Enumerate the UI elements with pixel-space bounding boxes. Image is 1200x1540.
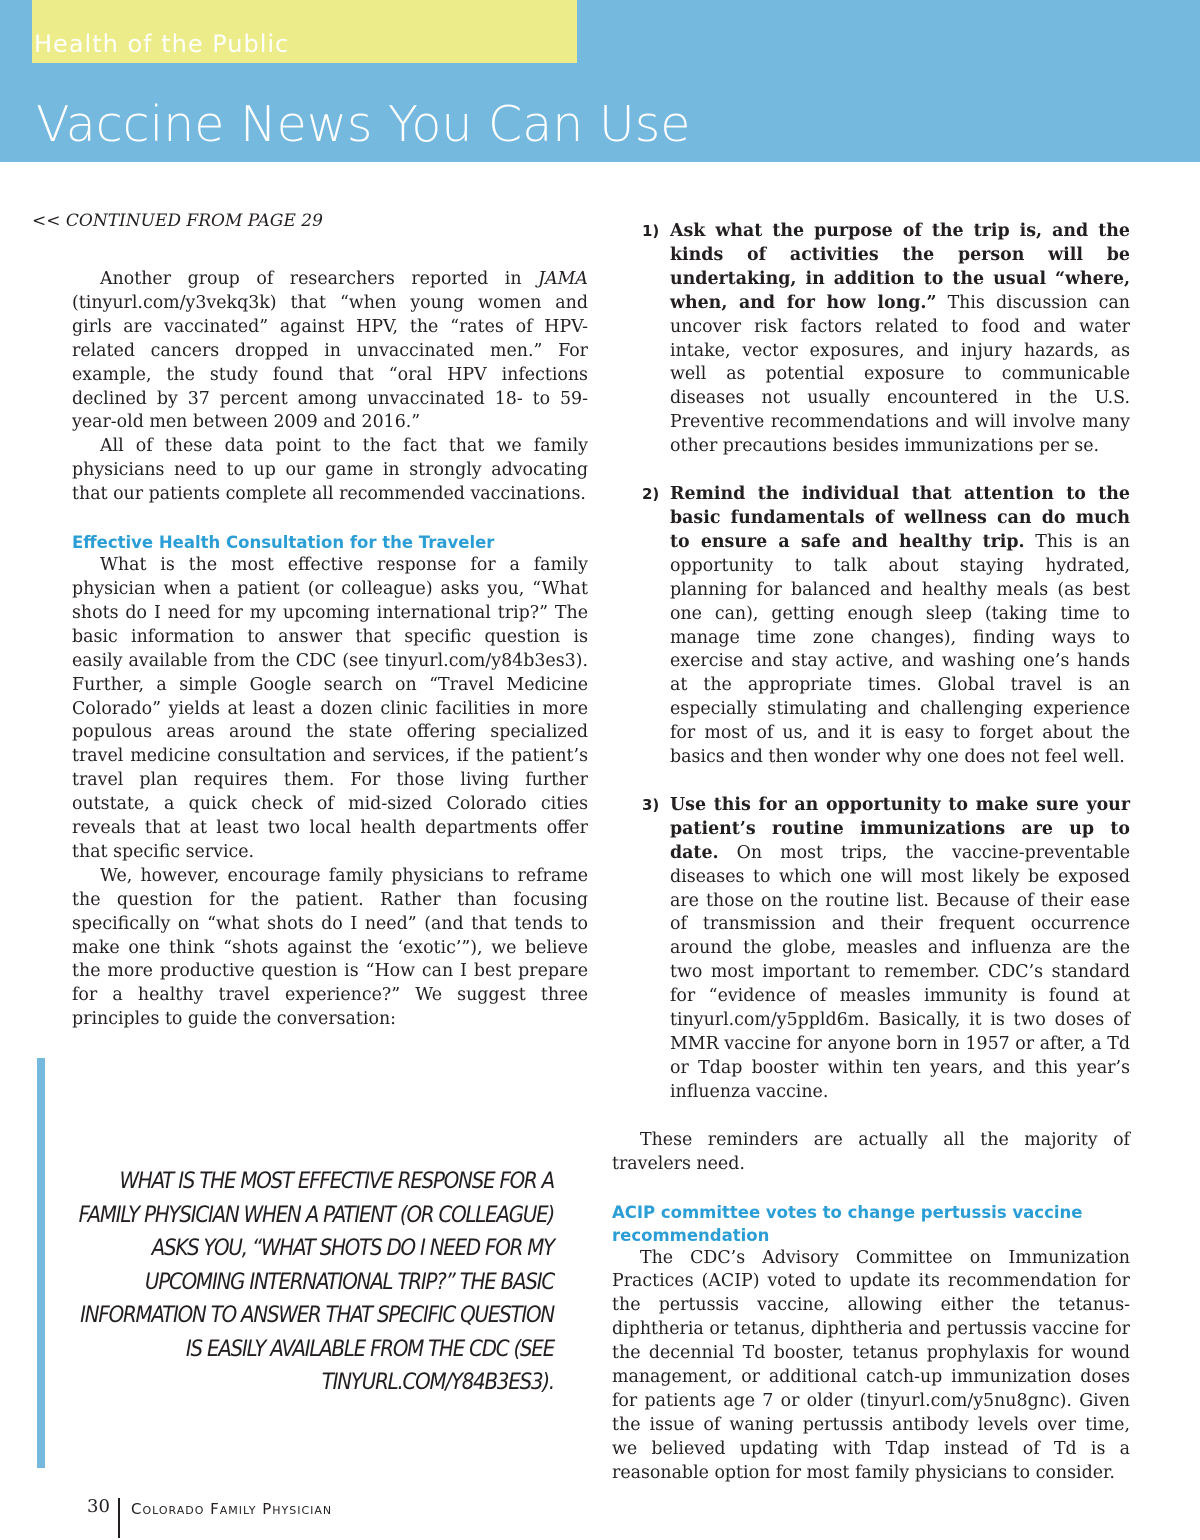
subhead-traveler: Effective Health Consultation for the Traveler [72, 533, 495, 553]
page-title: Vaccine News You Can Use [36, 96, 691, 153]
list-item-lead: Remind the individual that attention to the basic fundamentals of wellness can do much to ensure a safe and healthy trip. [670, 484, 1130, 552]
paragraph-traveler-question: What is the most effective response for a family physician when a patient (or colleague) asks you, “What shots do I need for my upcoming international trip?” The basic information to answer that specific question is easily available from the CDC (see tinyurl.com/y84b3es3). Further, a simple Google search on “Travel Medicine Colorado” yields at least a dozen clinic facilities in more populous areas around the state offering specialized travel medicine consultation and services, if the patient’s travel plan requires them. For those living further outstate, a quick check of mid-sized Colorado cities reveals that at least two local health departments offer that specific service. [72, 555, 588, 862]
paragraph-text: Another group of researchers reported in [100, 269, 539, 289]
pull-quote: WHAT IS THE MOST EFFECTIVE RESPONSE FOR A FAMILY PHYSICIAN WHEN A PATIENT (OR COLLEAGUE) ASKS YOU, “WHAT SHOTS DO I NEED FOR MY UPCOMING INTERNATIONAL TRIP?” THE BASIC INFORMATION TO ANSWER THAT SPECIFIC QUESTION IS EASILY AVAILABLE FROM THE CDC (SEE TINYURL.COM/Y84B3ES3). [78, 1169, 554, 1395]
journal-name: JAMA [538, 269, 588, 289]
list-item [612, 483, 1130, 770]
list-item-body: This is an opportunity to talk about staying hydrated, planning for balanced and healthy meals (as best one can), getting enough sleep (taking time to manage time zone changes), finding ways to exercise and stay active, and washing one’s hands at the appropriate times. Global travel is an especially stimulating and challenging experience for most of us, and it is easy to forget about the basics and then wonder why one does not feel well. [670, 531, 1130, 768]
section-tag: Health of the Public [34, 30, 290, 58]
pull-quote-bar [37, 1058, 45, 1468]
paragraph-hpv-study [72, 268, 588, 435]
footer-divider [118, 1498, 120, 1538]
list-number: 3) [642, 795, 660, 814]
list-number: 1) [642, 222, 660, 240]
right-column [612, 220, 1130, 1486]
list-number: 2) [642, 485, 660, 504]
page-number: 30 [87, 1496, 110, 1517]
paragraph-text: (tinyurl.com/y3vekq3k) that “when young women and girls are vaccinated” against HPV, the “rates of HPV-related cancers dropped in unvaccinated men.” For example, the study found that “oral HPV infections declined by 37 percent among unvaccinated 18- to 59-year-old men between 2009 and 2016.” [72, 292, 588, 433]
list-item-lead: Ask what the purpose of the trip is, and the kinds of activities the person will be undertaking, in addition to the usual “where, when, and for how long.” [670, 221, 1130, 313]
paragraph-reminders: These reminders are actually all the majority of travelers need. [612, 1129, 1130, 1174]
list-item-body: This discussion can uncover risk factors related to food and water intake, vector exposures, and injury hazards, as well as potential exposure to communicable diseases not usually encountered in the U.S. Preventive recommendations and will involve many other precautions besides immunizations per se. [670, 292, 1130, 457]
list-item [612, 220, 1130, 459]
publication-name: Colorado Family Physician [131, 1500, 333, 1518]
list-item-lead: Use this for an opportunity to make sure your patient’s routine immunizations are up to date. [670, 794, 1130, 863]
paragraph-reframe: We, however, encourage family physicians to reframe the question for the patient. Rather than focusing specifically on “what shots do I need” (and that tends to make one think “shots against the ‘exotic’”), we believe the more productive question is “How can I best prepare for a healthy travel experience?” We suggest three principles to guide the conversation: [72, 865, 588, 1030]
principles-list [612, 220, 1130, 1105]
subhead-acip: ACIP committee votes to change pertussis vaccine recommendation [612, 1202, 1083, 1245]
list-item-body: On most trips, the vaccine-preventable diseases to which one will most likely be exposed are those on the routine list. Because of their ease of transmission and their frequent occurrence around the globe, measles and influenza are the two most important to remember. CDC’s standard for “evidence of measles immunity is found at tinyurl.com/y5ppld6m. Basically, it is two doses of MMR vaccine for anyone born in 1957 or after, a Td or Tdap booster within ten years, and this year’s influenza vaccine. [670, 842, 1130, 1102]
paragraph-acip: The CDC’s Advisory Committee on Immunization Practices (ACIP) voted to update its recommendation for the pertussis vaccine, allowing either the tetanus-diphtheria or tetanus, diphtheria and pertussis vaccine for the decennial Td booster, tetanus prophylaxis for wound management, or additional catch-up immunization doses for patients age 7 or older (tinyurl.com/y5nu8gnc). Given the issue of waning pertussis antibody levels over time, we believed updating with Tdap instead of Td is a reasonable option for most family physicians to consider. [612, 1247, 1130, 1483]
paragraph-advocacy: All of these data point to the fact that we family physicians need to up our game in strongly advocating that our patients complete all recommended vaccinations. [72, 436, 588, 505]
list-item [612, 794, 1130, 1105]
continued-from-label: << CONTINUED FROM PAGE 29 [32, 211, 323, 231]
left-column [72, 268, 588, 1032]
